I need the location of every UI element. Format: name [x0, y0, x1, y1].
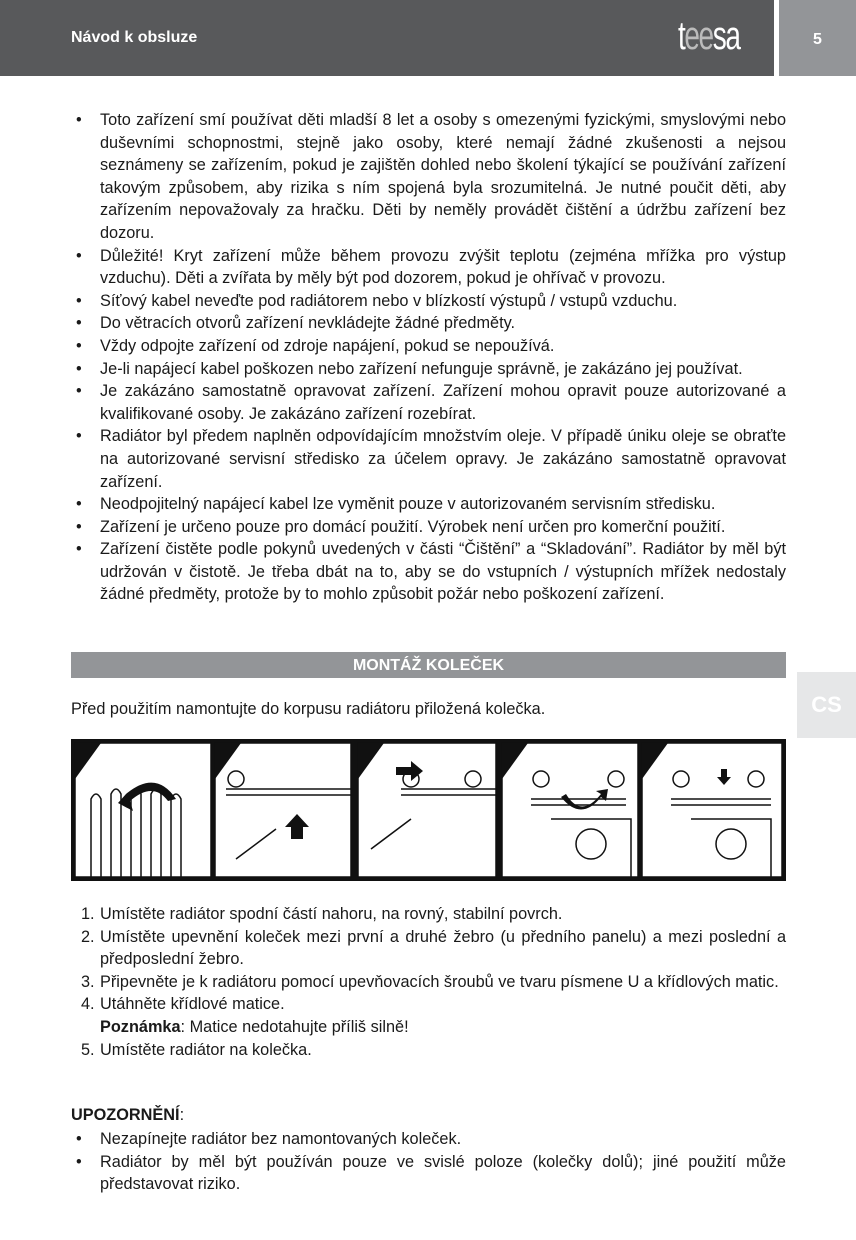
- panel-2: [215, 743, 351, 877]
- page-number: 5: [779, 0, 856, 76]
- document-title: Návod k obsluze: [71, 29, 198, 46]
- list-item: • Neodpojitelný napájecí kabel lze vyměnit pouze v autorizovaném servisním středisku.: [71, 493, 786, 516]
- assembly-steps: [71, 903, 786, 1061]
- note-text: : Matice nedotahujte příliš silně!: [180, 1017, 409, 1036]
- list-item: • Do větracích otvorů zařízení nevkládejte žádné předměty.: [71, 312, 786, 335]
- list-item: 1. Umístěte radiátor spodní částí nahoru, na rovný, stabilní povrch.: [81, 905, 563, 923]
- list-item: • Zařízení je určeno pouze pro domácí použití. Výrobek není určen pro komerční použití.: [71, 516, 786, 539]
- list-item: • Síťový kabel neveďte pod radiátorem nebo v blízkostí výstupů / vstupů vzduchu.: [71, 290, 786, 313]
- list-item: 3. Připevněte je k radiátoru pomocí upevňovacích šroubů ve tvaru písmene U a křídlových matic.: [81, 972, 779, 991]
- panel-4: [502, 743, 638, 877]
- section-intro: Před použitím namontujte do korpusu radiátoru přiložená kolečka.: [71, 700, 546, 718]
- list-item: • Zařízení čistěte podle pokynů uvedených v části “Čištění” a “Skladování”. Radiátor by měl být udržován v čistotě. Je třeba dbát na to, aby se do vstupních / výstupních mřížek nedostaly žádné předměty, protože by to mohlo způsobit požár nebo poškození zařízení.: [71, 538, 786, 606]
- note-label: Poznámka: [100, 1017, 181, 1036]
- list-item: • Vždy odpojte zařízení od zdroje napájení, pokud se nepoužívá.: [71, 335, 786, 358]
- header-bar: [0, 0, 774, 76]
- warning-heading: UPOZORNĚNÍ:: [71, 1106, 185, 1124]
- list-item: • Radiátor by měl být používán pouze ve svislé poloze (kolečky dolů); jiné použití může představovat riziko.: [71, 1151, 786, 1196]
- list-item: • Je-li napájecí kabel poškozen nebo zařízení nefunguje správně, je zakázáno jej používat.: [71, 358, 786, 381]
- list-item: • Toto zařízení smí používat děti mladší 8 let a osoby s omezenými fyzickými, smyslovými nebo duševními schopnostmi, stejně jako osoby, které nemají žádné zkušenosti a nejsou seznámeny se zařízením, pokud je zajištěn dohled nebo školení týkající se používání zařízení takovým způsobem, aby rizika s ním spojená byla srozumitelná. Je nutné poučit děti, aby zařízením nepovažovaly za hračku. Děti by neměly provádět čištění a údržbu zařízení bez dozoru.: [71, 109, 786, 245]
- language-tab: CS: [797, 672, 856, 738]
- list-item: 2. Umístěte upevnění koleček mezi první a druhé žebro (u předního panelu) a mezi poslední a předposlední žebro.: [81, 927, 786, 969]
- list-item: 5. Umístěte radiátor na kolečka.: [81, 1040, 312, 1059]
- assembly-illustration: [71, 739, 786, 881]
- list-item: • Radiátor byl předem naplněn odpovídajícím množstvím oleje. V případě úniku oleje se obraťte na autorizované servisní středisko za účelem opravy. Je zakázáno samostatně opravovat zařízení.: [71, 425, 786, 493]
- panel-1: [75, 743, 211, 877]
- list-item: 4. Utáhněte křídlové matice. Poznámka: Matice nedotahujte příliš silně!: [81, 995, 409, 1036]
- panel-3: [358, 743, 496, 877]
- teesa-logo: teesa: [678, 14, 740, 58]
- list-item: • Důležité! Kryt zařízení může během provozu zvýšit teplotu (zejména mřížka pro výstup vzduchu). Děti a zvířata by měly být pod dozorem, pokud je ohřívač v provozu.: [71, 245, 786, 290]
- warning-bullets: [71, 1128, 786, 1196]
- list-item: • Je zakázáno samostatně opravovat zařízení. Zařízení mohou opravit pouze autorizované a kvalifikované osoby. Je zakázáno zařízení rozebírat.: [71, 380, 786, 425]
- panel-5: [642, 743, 782, 877]
- section-heading: MONTÁŽ KOLEČEK: [71, 652, 786, 678]
- safety-bullets: [71, 109, 786, 606]
- list-item: • Nezapínejte radiátor bez namontovaných koleček.: [71, 1128, 786, 1151]
